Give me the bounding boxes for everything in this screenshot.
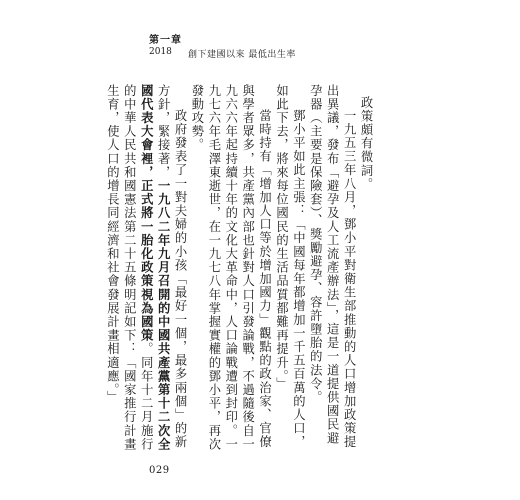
paragraph-2: 一九五三年八月，鄧小平對衛生部推動的人口增加政策提出異議，發布「避孕及人工流產辦法」，這是一道提供國民避孕器（主要是保險套）、獎勵避孕、容許墮胎的法令。 [308, 84, 357, 449]
paragraph-5-lead: 政府發表了一對夫婦的小孩「最好一個，最多兩個」的新方針，緊接著， [156, 84, 188, 449]
paragraph-4: 當時持有「增加人口等於增加國力」觀點的政治家、官僚與學者眾多，共產黨內部也針對人口引發論戰，不過隨後自一九六六年起持續十年的文化大革命中，人口論戰遭到封印。一九七六年毛澤東逝世，在一九七八年掌握實權的鄧小平，再次發動攻勢。 [189, 84, 272, 452]
paragraph-5-tail: 。同年十二月施行的中華人民共和國憲法第二十五條明記如下：「國家推行計畫生育，使人口的增長同經濟和社會發展計畫相適應。」 [105, 84, 154, 452]
page-number: 029 [149, 465, 170, 476]
paragraph-5-emphasis: 一九八二年九月召開的中國共產黨第十二次全國代表大會裡，正式將一胎化政策視為國策 [139, 84, 172, 452]
header-year: 2018 [149, 47, 172, 57]
chapter-label: 第一章 [149, 35, 182, 46]
paragraph-1: 政策頗有微詞。 [359, 96, 373, 192]
paragraph-5 [104, 84, 189, 454]
running-header-title: 創下建國以來 最低出生率 [188, 50, 296, 60]
vertical-body-text [104, 84, 375, 454]
paragraph-3: 鄧小平如此主張：「中國每年都增加一千五百萬的人口，如此下去，將來每位國民的生活品質都難再提升。」 [274, 84, 306, 449]
